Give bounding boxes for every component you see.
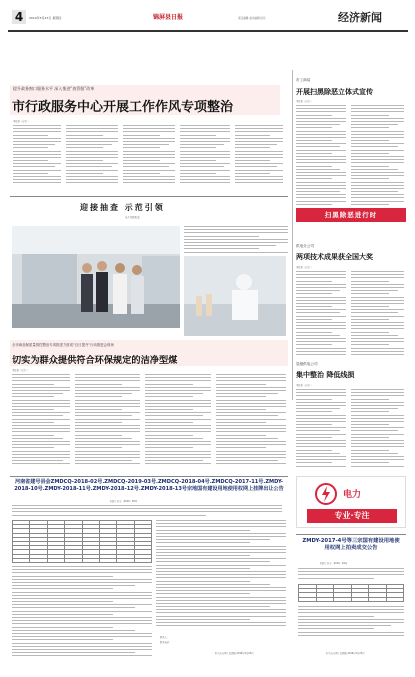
page-number: 4: [14, 10, 24, 24]
feature-kicker: 全市商品保质量管控整治专项推进力度成“百日提升”行动推进会现场: [12, 343, 114, 347]
sidebar1-headline: 开展扫黑除恶立体式宣传: [296, 88, 373, 96]
notice-phone: 联系电话：: [160, 641, 172, 644]
side-notice-footer: 驻马店市国土资源局 2019年5月23日: [326, 652, 365, 655]
lab-photo: [12, 226, 180, 328]
notice-title-text: 河南省建号县会ZMDCQ-2018-02号.ZMDCQ-2019-03号.ZMDCQ-2018-04号.ZMDCQ-2017-11号.ZMDY-2018-10号.ZMDY-2018-11号.ZMDY-2018-12号.ZMDY-2018-13号宗地国有建设用地使用权网上挂牌出让公告: [14, 479, 284, 492]
masthead: 锦屏县日报: [153, 14, 184, 21]
sidebar3-col-2: [351, 389, 404, 471]
sidebar1-kicker: 市工商局: [296, 78, 311, 82]
lead-col-1: [13, 125, 61, 187]
notice-terms-left: [12, 566, 152, 662]
ad-slogan: 专业·专注: [334, 511, 370, 520]
photo-title: 迎接抽查 示范引领: [80, 203, 165, 212]
photo-byline: 记者 摄影报道: [125, 216, 140, 219]
side-notice-subtitle: 驻政土告字〔2019〕29号: [320, 562, 348, 565]
notice-subtitle: 驻政土告字〔2019〕28号: [110, 500, 138, 503]
sidebar2-headline: 两项技术成果获全国大奖: [296, 253, 373, 261]
sidebar3-kicker: 县级供电公司: [296, 362, 318, 366]
sidebar2-kicker: 供电分公司: [296, 244, 314, 248]
worker-photo: [184, 256, 286, 336]
sidebar1-byline: 本报讯（记者 ）: [296, 100, 313, 103]
date-line: 2019年5月23日 星期四: [29, 16, 62, 20]
page-header: [8, 6, 408, 28]
feature-headline: 切实为群众提供符合环保规定的洁净型煤: [12, 355, 178, 366]
page-number-box: [12, 10, 26, 24]
sidebar1-col-1: [296, 105, 346, 207]
sidebar2-col-1: [296, 271, 346, 359]
column-divider: [292, 70, 293, 400]
side-notice-body: [298, 568, 404, 582]
sidebar1-banner: [296, 208, 406, 222]
lead-col-2: [66, 125, 118, 187]
feature-byline: 本报讯（记者 ）: [12, 369, 29, 372]
sidebar3-byline: 本报讯（记者 ）: [296, 384, 313, 387]
side-notice-rule: [296, 534, 406, 535]
side-notice-table: [298, 584, 404, 602]
side-notice-title: ZMDY-2017-4号等三宗国有建设用地使用权网上拍卖成交公告: [302, 538, 400, 552]
editor-line: 责任编辑 美术编辑 校对: [238, 17, 266, 20]
lead-headline: 市行政服务中心开展工作作风专项整治: [12, 100, 234, 115]
notice-contact: 联系人：: [160, 636, 170, 639]
sidebar1-banner-text: 扫黑除恶进行时: [324, 211, 378, 219]
sidebar1-col-2: [351, 105, 404, 207]
sidebar3-col-1: [296, 389, 346, 471]
lead-col-4: [180, 125, 230, 187]
lead-col-3: [123, 125, 175, 187]
feature-col-1: [12, 374, 70, 470]
lead-col-5: [235, 125, 283, 187]
notice-table: [12, 520, 152, 563]
lead-kicker: 提升政务窗口服务水平 深入推进“放管服”改革: [13, 86, 95, 91]
lab-photo-image: [12, 226, 180, 328]
side-notice-terms: [298, 606, 404, 640]
photo-top-rule: [10, 196, 288, 197]
feature-col-2: [75, 374, 140, 470]
feature-col-4: [216, 374, 286, 470]
feature-col-3: [145, 374, 211, 470]
notice-signature: 驻马店市国土资源局 2019年5月23日: [215, 652, 254, 655]
section-title: 经济新闻: [338, 11, 382, 24]
ad-box: [296, 476, 406, 528]
ad-brand: 电力: [343, 490, 362, 500]
sidebar3-headline: 集中整治 降低线损: [296, 371, 355, 379]
header-rule: [8, 30, 408, 32]
worker-photo-image: [184, 256, 286, 336]
sidebar2-byline: 本报讯（记者 ）: [296, 266, 313, 269]
power-logo-icon: [315, 483, 337, 505]
notice-title: [12, 479, 286, 493]
notice-top-rule: [10, 476, 288, 477]
ad-slogan-box: [307, 509, 397, 523]
photo-caption-text: [184, 226, 288, 254]
notice-terms-right: [156, 520, 286, 632]
lead-byline: 本报讯（记者 ）: [13, 120, 30, 123]
notice-intro: [12, 505, 282, 519]
sidebar2-col-2: [351, 271, 404, 359]
